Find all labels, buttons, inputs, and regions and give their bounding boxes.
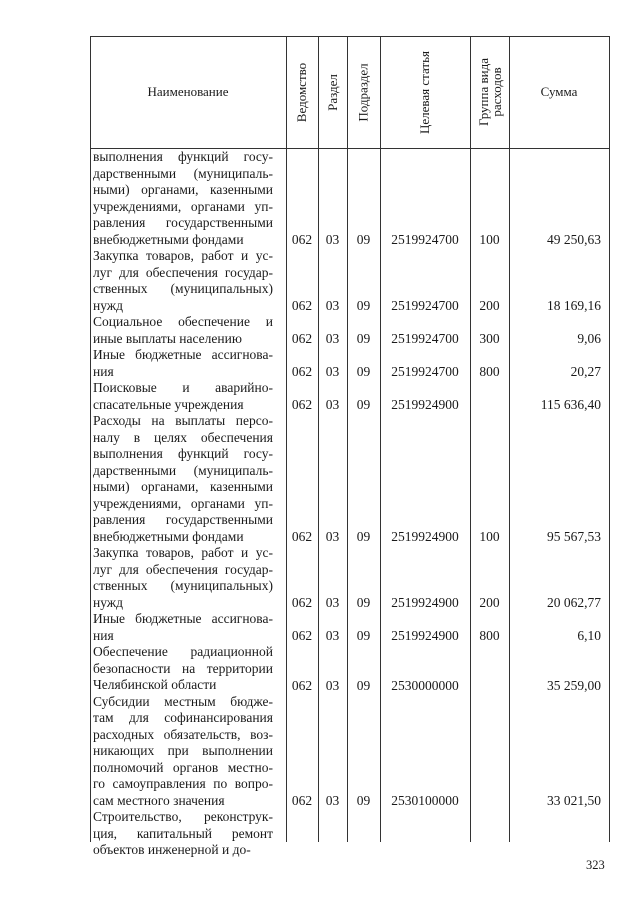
cell-razdel: 03	[325, 397, 340, 412]
cell-vedomstvo: 062	[291, 529, 313, 544]
cell-vedomstvo: 062	[291, 232, 313, 247]
cell-summa: 20,27	[570, 364, 601, 379]
row-name-line: нужд	[93, 594, 123, 610]
col-border	[609, 36, 610, 842]
row-name-line: там для софинансирования	[93, 710, 273, 725]
cell-podrazdel: 09	[356, 793, 371, 808]
cell-razdel: 03	[325, 331, 340, 346]
cell-vedomstvo: 062	[291, 595, 313, 610]
cell-gruppa-vida: 100	[479, 232, 500, 247]
row-name-line: спасательные учреждения	[93, 396, 244, 412]
cell-podrazdel: 09	[356, 397, 371, 412]
cell-summa: 35 259,00	[547, 677, 601, 693]
row-name-line: нужд	[93, 297, 123, 313]
row-name-line: ция, капитальный ремонт	[93, 825, 273, 841]
row-name-line: внебюджетными фондами	[93, 231, 244, 247]
row-name-line: учреждениями, органами уп-	[93, 198, 273, 214]
cell-gruppa-vida: 200	[479, 595, 500, 610]
cell-summa: 115 636,40	[540, 397, 601, 412]
row-name-line: учреждениями, органами уп-	[93, 495, 273, 511]
cell-podrazdel: 09	[356, 595, 371, 610]
budget-table	[90, 36, 610, 857]
row-name-line: Расходы на выплаты персо-	[93, 413, 273, 428]
row-name-line: ния	[93, 627, 114, 643]
cell-tselevaya-statya: 2519924900	[391, 595, 459, 610]
row-name-line: дарственными (муниципаль-	[93, 165, 273, 181]
row-name-line: Поисковые и аварийно-	[93, 380, 273, 395]
cell-gruppa-vida: 800	[479, 628, 500, 643]
cell-razdel: 03	[325, 364, 340, 379]
cell-podrazdel: 09	[356, 232, 371, 247]
row-name-line: дарственными (муниципаль-	[93, 462, 273, 478]
row-name-line: Иные бюджетные ассигнова-	[93, 611, 273, 626]
cell-razdel: 03	[325, 793, 340, 808]
col-border	[470, 36, 471, 842]
cell-gruppa-vida: 800	[479, 364, 500, 379]
row-name-line: выполнения функций госу-	[93, 446, 273, 461]
cell-gruppa-vida: 300	[479, 331, 500, 346]
row-name-line: расходных обязательств, воз-	[93, 726, 273, 742]
row-name-line: равления государственными	[93, 215, 273, 230]
cell-razdel: 03	[325, 677, 340, 693]
header-vedomstvo: Ведомство	[294, 62, 310, 122]
cell-podrazdel: 09	[356, 628, 371, 643]
cell-gruppa-vida: 200	[479, 298, 500, 313]
cell-podrazdel: 09	[356, 364, 371, 379]
row-name-line: безопасности на территории	[93, 660, 273, 676]
row-name-line: полномочий органов местно-	[93, 759, 273, 775]
cell-tselevaya-statya: 2519924700	[391, 364, 459, 379]
cell-razdel: 03	[325, 232, 340, 247]
cell-podrazdel: 09	[356, 298, 371, 313]
header-tselevaya-statya: Целевая статья	[417, 50, 433, 134]
row-name-line: ственных (муниципальных)	[93, 578, 273, 593]
cell-summa: 20 062,77	[547, 595, 601, 610]
page-number: 323	[586, 858, 605, 872]
cell-vedomstvo: 062	[291, 677, 313, 693]
col-border	[90, 36, 91, 842]
row-name-line: внебюджетными фондами	[93, 528, 244, 544]
header-name: Наименование	[147, 84, 229, 99]
col-border	[509, 36, 510, 842]
row-name-line: выполнения функций госу-	[93, 149, 273, 164]
row-name-line: налу в целях обеспечения	[93, 429, 273, 445]
header-podrazdel: Подраздел	[356, 62, 372, 122]
row-name-line: Социальное обеспечение и	[93, 314, 273, 329]
header-summa: Сумма	[540, 84, 578, 99]
col-border	[380, 36, 381, 842]
cell-summa: 6,10	[577, 628, 601, 643]
cell-vedomstvo: 062	[291, 331, 313, 346]
header-gruppa-vida-rashodov: Группа вида расходов	[475, 58, 504, 126]
cell-podrazdel: 09	[356, 331, 371, 346]
cell-summa: 95 567,53	[547, 529, 601, 544]
cell-podrazdel: 09	[356, 529, 371, 544]
cell-vedomstvo: 062	[291, 397, 313, 412]
row-name-line: Обеспечение радиационной	[93, 644, 273, 659]
row-name-line: луг для обеспечения государ-	[93, 264, 273, 280]
row-name-line: иные выплаты населению	[93, 330, 242, 346]
cell-tselevaya-statya: 2519924700	[391, 331, 459, 346]
cell-tselevaya-statya: 2519924700	[391, 298, 459, 313]
cell-razdel: 03	[325, 529, 340, 544]
cell-razdel: 03	[325, 298, 340, 313]
cell-summa: 9,06	[577, 331, 601, 346]
col-border	[347, 36, 348, 842]
row-name-line: ния	[93, 363, 114, 379]
row-name-line: Челябинской области	[93, 677, 217, 692]
cell-tselevaya-statya: 2519924900	[391, 397, 459, 412]
cell-tselevaya-statya: 2530000000	[391, 677, 459, 693]
cell-vedomstvo: 062	[291, 298, 313, 313]
row-name-line: ственных (муниципальных)	[93, 281, 273, 296]
cell-summa: 33 021,50	[547, 793, 601, 808]
row-name-line: никающих при выполнении	[93, 743, 273, 758]
row-name-line: Строительство, реконструк-	[93, 809, 273, 824]
row-name-line: Закупка товаров, работ и ус-	[93, 545, 273, 560]
row-name-line: луг для обеспечения государ-	[93, 561, 273, 577]
cell-tselevaya-statya: 2519924900	[391, 529, 459, 544]
cell-tselevaya-statya: 2519924700	[391, 232, 459, 247]
cell-vedomstvo: 062	[291, 364, 313, 379]
row-name-line: Закупка товаров, работ и ус-	[93, 248, 273, 263]
cell-razdel: 03	[325, 628, 340, 643]
cell-vedomstvo: 062	[291, 793, 313, 808]
cell-tselevaya-statya: 2530100000	[391, 793, 459, 808]
cell-vedomstvo: 062	[291, 628, 313, 643]
cell-podrazdel: 09	[356, 677, 371, 693]
row-name-line: объектов инженерной и до-	[93, 842, 251, 857]
col-border	[318, 36, 319, 842]
row-name-line: сам местного значения	[93, 792, 225, 808]
cell-summa: 49 250,63	[547, 232, 601, 247]
col-border	[286, 36, 287, 842]
cell-gruppa-vida: 100	[479, 529, 500, 544]
row-name-line: равления государственными	[93, 512, 273, 527]
cell-summa: 18 169,16	[547, 298, 601, 313]
row-name-line: ными) органами, казенными	[93, 182, 273, 197]
row-name-line: Субсидии местным бюдже-	[93, 693, 273, 709]
row-name-line: Иные бюджетные ассигнова-	[93, 347, 273, 362]
cell-tselevaya-statya: 2519924900	[391, 628, 459, 643]
row-name-line: ными) органами, казенными	[93, 479, 273, 494]
row-name-line: го самоуправления по вопро-	[93, 776, 273, 791]
header-razdel: Раздел	[325, 73, 340, 111]
cell-razdel: 03	[325, 595, 340, 610]
